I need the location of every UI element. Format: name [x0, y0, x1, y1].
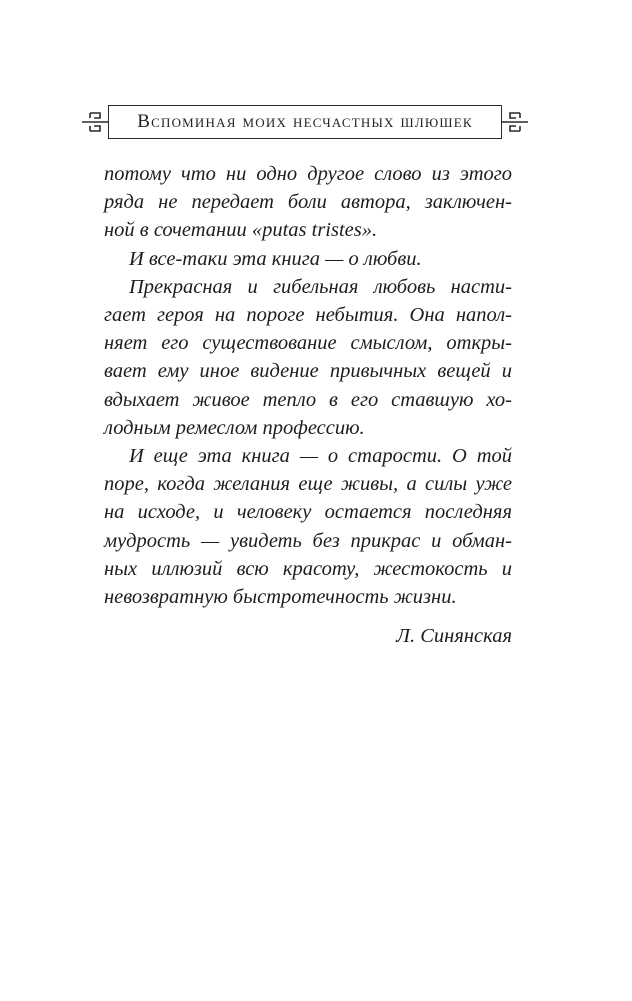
header-frame — [108, 105, 502, 139]
text-line: ных иллюзий всю красоту, жестокость и — [104, 557, 512, 580]
text-line: невозвратную быстротечность жизни. — [104, 586, 457, 609]
text-line: вдыхает живое тепло в его ставшую хо- — [104, 388, 512, 411]
text-line: гает героя на пороге небытия. Она напол- — [104, 304, 512, 327]
text-line: поре, когда желания еще живы, а силы уже — [104, 473, 512, 496]
text-line: на исходе, и человеку остается последняя — [104, 501, 512, 524]
text-line: Прекрасная и гибельная любовь насти- — [129, 275, 512, 298]
text-line: вает ему иное видение привычных вещей и — [104, 360, 512, 383]
right-ornament-icon — [500, 106, 530, 138]
running-header — [80, 105, 530, 141]
body-text — [104, 160, 512, 611]
page-header-title: Вспоминая моих несчастных шлюшек — [137, 111, 473, 132]
author-signature: Л. Синянская — [396, 625, 512, 647]
text-line: ряда не передает боли автора, заключен- — [104, 191, 512, 214]
text-line: мудрость — увидеть без прикрас и обман- — [104, 529, 512, 552]
text-line: лодным ремеслом профессию. — [104, 416, 365, 439]
text-line: потому что ни одно другое слово из этого — [104, 163, 512, 185]
text-line: И все-таки эта книга — о любви. — [129, 247, 422, 270]
left-ornament-icon — [80, 106, 110, 138]
text-line: ной в сочетании «putas tristes». — [104, 219, 378, 242]
text-line: няет его существование смыслом, откры- — [104, 332, 512, 355]
text-line: И еще эта книга — о старости. О той — [129, 445, 512, 468]
